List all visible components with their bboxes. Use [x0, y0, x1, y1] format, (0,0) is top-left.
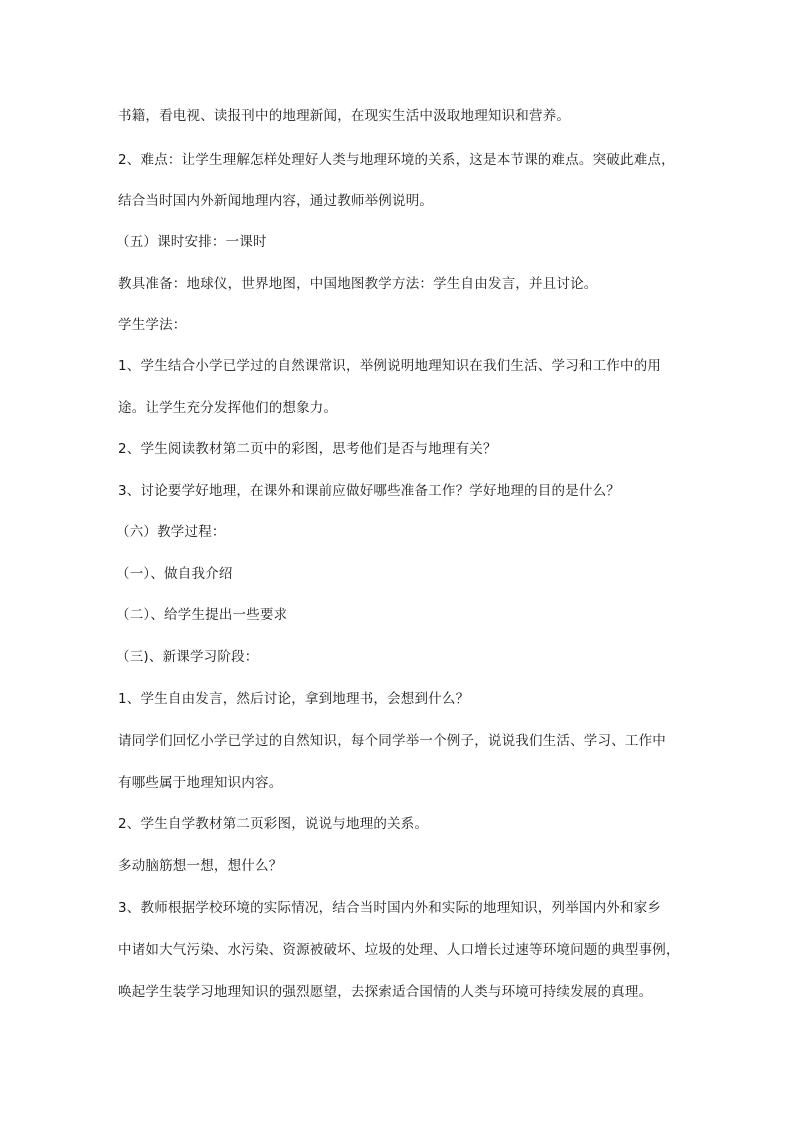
text-line: 中诸如大气污染、水污染、资源被破坏、垃圾的处理、人口增长过速等环境问题的典型事例，: [118, 942, 680, 958]
text-line: 多动脑筋想一想，想什么？: [118, 858, 283, 874]
text-line: 3、讨论要学好地理，在课外和课前应做好哪些准备工作？学好地理的目的是什么？: [118, 483, 620, 499]
text-line: 2、学生自学教材第二页彩图，说说与地理的关系。: [118, 816, 429, 832]
text-line: 2、学生阅读教材第二页中的彩图，思考他们是否与地理有关？: [118, 441, 497, 457]
text-line: 途。让学生充分发挥他们的想象力。: [118, 400, 338, 416]
section-heading: （五）课时安排：一课时: [116, 234, 267, 250]
text-line: 3、教师根据学校环境的实际情况，结合当时国内外和实际的地理知识，列举国内外和家乡: [118, 900, 662, 916]
text-line: 有哪些属于地理知识内容。: [118, 775, 283, 791]
text-line: 书籍，看电视、读报刊中的地理新闻，在现实生活中汲取地理知识和营养。: [118, 108, 571, 124]
text-line: 请同学们回忆小学已学过的自然知识，每个同学举一个例子，说说我们生活、学习、工作中: [118, 733, 666, 749]
text-line: 1、学生自由发言，然后讨论，拿到地理书，会想到什么？: [118, 691, 470, 707]
text-line: 学生学法：: [118, 317, 187, 333]
section-heading: （六）教学过程：: [116, 524, 226, 540]
text-line: 1、学生结合小学已学过的自然课常识，举例说明地理知识在我们生活、学习和工作中的用: [118, 358, 662, 374]
text-line: （二）、给学生提出一些要求: [116, 607, 288, 623]
text-line: 结合当时国内外新闻地理内容，通过教师举例说明。: [118, 193, 434, 209]
text-line: 教具准备：地球仪，世界地图，中国地图教学方法：学生自由发言，并且讨论。: [118, 276, 598, 292]
text-line: 唤起学生装学习地理知识的强烈愿望，去探索适合国情的人类与环境可持续发展的真理。: [118, 984, 653, 1000]
text-line: 2、难点：让学生理解怎样处理好人类与地理环境的关系，这是本节课的难点。突破此难点，: [118, 152, 675, 168]
text-line: （三)、新课学习阶段：: [116, 649, 259, 665]
text-line: （一）、做自我介绍: [116, 566, 233, 582]
